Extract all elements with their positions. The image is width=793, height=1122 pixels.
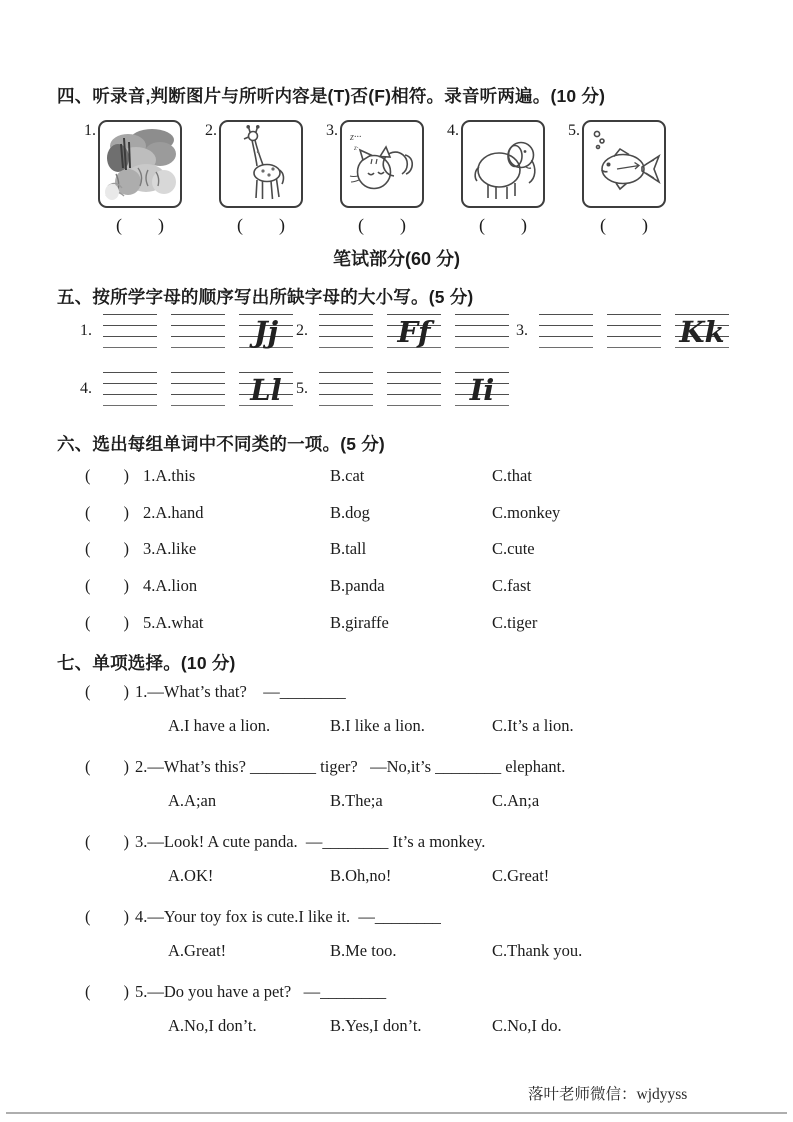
svg-text:z···: z··· xyxy=(350,132,362,143)
option-c: C.No,I do. xyxy=(492,1016,562,1035)
staff-letters: Kk xyxy=(679,315,725,349)
writing-staff xyxy=(675,314,729,348)
group-number: 5. xyxy=(296,380,308,397)
writing-staff xyxy=(607,314,661,348)
option-c: C.It’s a lion. xyxy=(492,716,574,735)
page-bottom-rule xyxy=(6,1112,787,1114)
word-row-3 xyxy=(85,531,753,568)
answer-bracket: ( ) xyxy=(85,539,129,559)
writing-staff xyxy=(539,314,593,348)
writing-staff xyxy=(455,372,509,406)
mc-question-4 xyxy=(85,907,773,961)
option-b: B.giraffe xyxy=(330,612,389,632)
option-c: C.monkey xyxy=(492,502,561,522)
writing-staff xyxy=(319,314,373,348)
answer-bracket: ( ) xyxy=(237,215,285,235)
answer-bracket: ( ) xyxy=(85,832,129,851)
answer-bracket: ( ) xyxy=(358,215,406,235)
writing-staff xyxy=(387,372,441,406)
giraffe-icon xyxy=(223,124,299,204)
option-a: 5.A.what xyxy=(143,612,204,632)
mc-question-5 xyxy=(85,982,773,1036)
writing-staff xyxy=(103,314,157,348)
word-row-4 xyxy=(85,568,753,605)
option-c: C.fast xyxy=(492,576,531,596)
mc-question-3 xyxy=(85,832,773,886)
section4-title: 四、听录音,判断图片与所听内容是(T)否(F)相符。录音听两遍。(10 分) xyxy=(57,86,606,106)
word-row-5 xyxy=(85,604,753,641)
option-b: B.Me too. xyxy=(330,941,397,960)
writing-staff xyxy=(455,314,509,348)
writing-staff xyxy=(387,314,441,348)
staff-letters: Ii xyxy=(469,373,495,407)
answer-bracket: ( ) xyxy=(85,466,129,486)
answer-bracket: ( ) xyxy=(85,502,129,522)
group-number: 4. xyxy=(80,380,92,397)
writing-staff xyxy=(239,372,293,406)
picture-number: 4. xyxy=(447,122,459,139)
letter-group-4 xyxy=(80,372,300,406)
answer-bracket: ( ) xyxy=(85,982,129,1001)
option-b: B.cat xyxy=(330,466,365,486)
option-b: B.Yes,I don’t. xyxy=(330,1016,422,1035)
answer-bracket: ( ) xyxy=(85,757,129,776)
picture-number: 3. xyxy=(326,122,338,139)
option-a: 4.A.lion xyxy=(143,576,198,596)
picture-number: 1. xyxy=(84,122,96,139)
staff-letters: Jj xyxy=(253,315,279,349)
picture-box xyxy=(340,120,424,208)
forest-plants-icon xyxy=(102,124,178,204)
listening-pictures-row xyxy=(84,120,666,236)
answer-bracket: ( ) xyxy=(600,215,648,235)
picture-box xyxy=(98,120,182,208)
answer-bracket: ( ) xyxy=(85,907,129,926)
svg-text:z·: z· xyxy=(354,144,359,152)
option-b: B.tall xyxy=(330,539,367,559)
writing-staff xyxy=(239,314,293,348)
picture-item-2 xyxy=(205,120,303,236)
writing-staff xyxy=(319,372,373,406)
question-text: 2.—What’s this? ________ tiger? —No,it’s ________ elephant. xyxy=(135,757,566,776)
staff-letters: Ff xyxy=(397,315,431,349)
answer-bracket: ( ) xyxy=(85,576,129,596)
mc-question-1 xyxy=(85,682,773,736)
answer-bracket: ( ) xyxy=(85,682,129,701)
option-a: 2.A.hand xyxy=(143,502,204,522)
option-b: B.The;a xyxy=(330,791,383,810)
picture-box xyxy=(219,120,303,208)
teacher-wechat-watermark: 落叶老师微信：wjdyyss xyxy=(528,1086,688,1103)
picture-item-3 xyxy=(326,120,424,236)
option-b: B.panda xyxy=(330,576,385,596)
word-row-1 xyxy=(85,458,753,495)
picture-box xyxy=(461,120,545,208)
answer-bracket: ( ) xyxy=(479,215,527,235)
written-test-header: 笔试部分(60 分) xyxy=(332,249,460,269)
answer-bracket: ( ) xyxy=(116,215,164,235)
writing-staff xyxy=(171,372,225,406)
option-c: C.cute xyxy=(492,539,535,559)
section6-title: 六、选出每组单词中不同类的一项。(5 分) xyxy=(57,434,385,454)
picture-number: 5. xyxy=(568,122,580,139)
letter-group-5 xyxy=(296,372,516,406)
mc-question-2 xyxy=(85,757,773,811)
picture-number: 2. xyxy=(205,122,217,139)
word-classify-rows xyxy=(85,458,753,641)
letter-group-2 xyxy=(296,314,516,348)
option-c: C.Great! xyxy=(492,866,550,885)
option-c: C.that xyxy=(492,466,532,486)
option-a: A.OK! xyxy=(168,866,214,885)
option-a: 1.A.this xyxy=(143,466,196,486)
question-text: 3.—Look! A cute panda. —________ It’s a monkey. xyxy=(135,832,486,851)
option-a: 3.A.like xyxy=(143,539,197,559)
option-c: C.An;a xyxy=(492,791,540,810)
question-text: 4.—Your toy fox is cute.I like it. —________ xyxy=(135,907,441,926)
section7-title: 七、单项选择。(10 分) xyxy=(57,653,236,673)
staff-letters: Ll xyxy=(250,373,282,407)
letter-group-1 xyxy=(80,314,300,348)
question-text: 1.—What’s that? —________ xyxy=(135,682,346,701)
option-c: C.Thank you. xyxy=(492,941,583,960)
option-b: B.dog xyxy=(330,502,370,522)
section5-title: 五、按所学字母的顺序写出所缺字母的大小写。(5 分) xyxy=(57,287,474,307)
elephant-icon xyxy=(465,124,541,204)
group-number: 2. xyxy=(296,322,308,339)
option-c: C.tiger xyxy=(492,612,538,632)
writing-staff xyxy=(171,314,225,348)
option-a: A.No,I don’t. xyxy=(168,1016,257,1035)
option-a: A.A;an xyxy=(168,791,217,810)
writing-staff xyxy=(103,372,157,406)
option-a: A.I have a lion. xyxy=(168,716,271,735)
question-text: 5.—Do you have a pet? —________ xyxy=(135,982,387,1001)
letter-group-3 xyxy=(516,314,736,348)
picture-item-4 xyxy=(447,120,545,236)
picture-item-1 xyxy=(84,120,182,236)
picture-item-5 xyxy=(568,120,666,236)
group-number: 3. xyxy=(516,322,528,339)
answer-bracket: ( ) xyxy=(85,612,129,632)
group-number: 1. xyxy=(80,322,92,339)
word-row-2 xyxy=(85,495,753,532)
picture-box xyxy=(582,120,666,208)
option-b: B.Oh,no! xyxy=(330,866,392,885)
option-a: A.Great! xyxy=(168,941,227,960)
option-b: B.I like a lion. xyxy=(330,716,425,735)
sleeping-cat-icon xyxy=(344,124,420,204)
fish-icon xyxy=(586,124,662,204)
